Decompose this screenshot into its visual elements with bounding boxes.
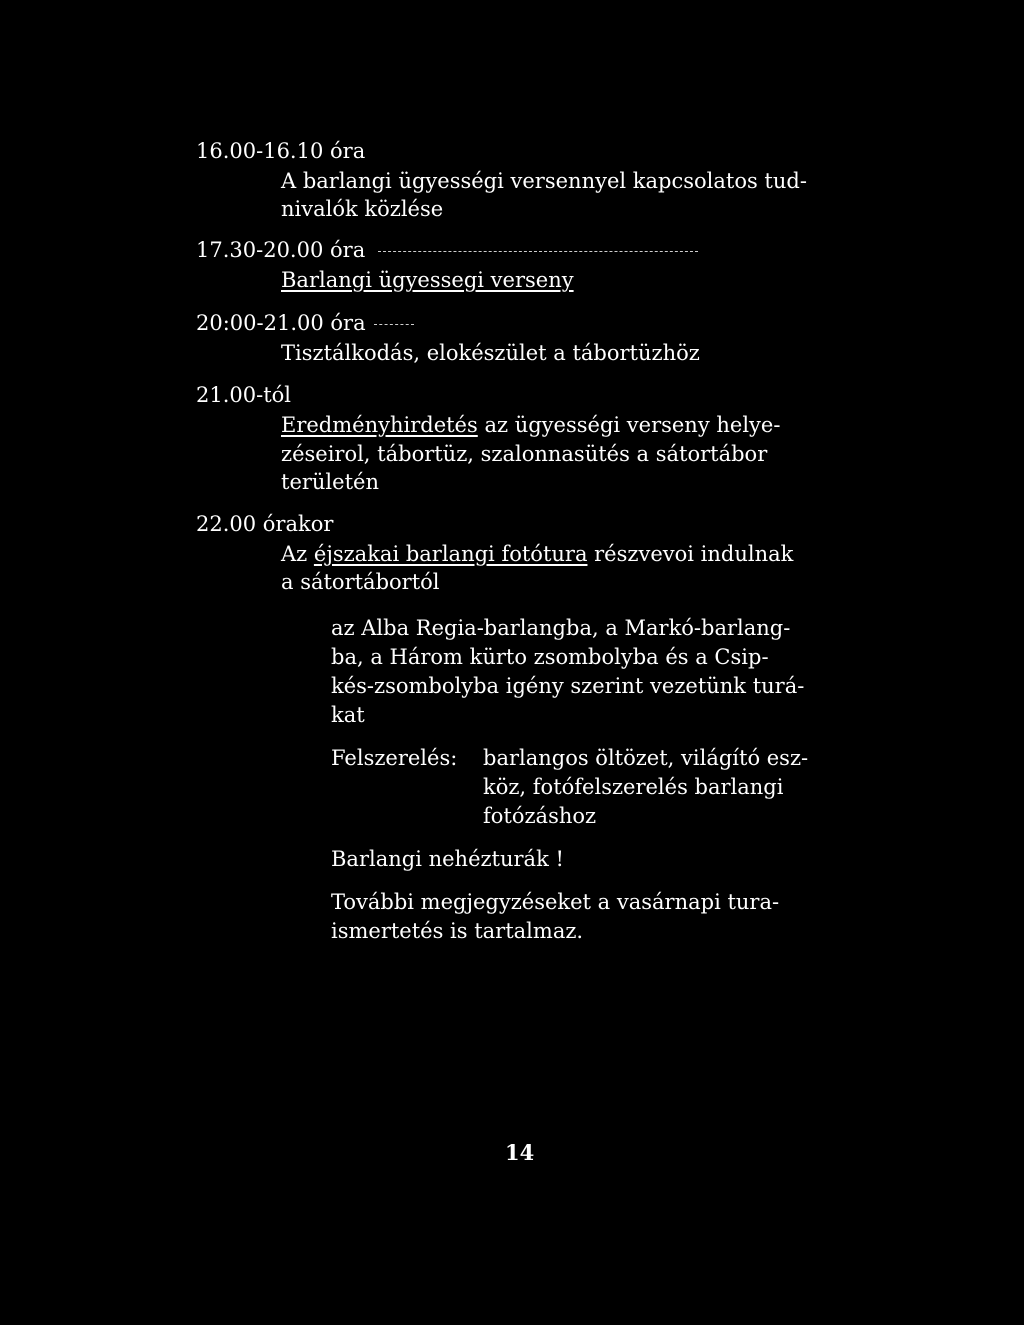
page-number: 14 [505,1140,535,1165]
scribble-line [374,324,414,325]
schedule-desc-5-line-1 [281,541,793,567]
schedule-desc-4-line-1-rest: az ügyességi verseny helye- [477,413,781,437]
hard-tours-warning: Barlangi nehézturák ! [331,847,564,871]
schedule-desc-2-line-1: Barlangi ügyessegi verseny [281,268,574,292]
schedule-time-3-text: 20:00-21.00 óra [196,311,366,335]
schedule-desc-4-line-1 [281,412,780,438]
schedule-time-1: 16.00-16.10 óra [196,139,366,163]
schedule-desc-1-line-1: A barlangi ügyességi versennyel kapcsolatos tud- [281,169,807,193]
schedule-time-2-text: 17.30-20.00 óra [196,238,366,262]
note-line-1: További megjegyzéseket a vasárnapi tura- [331,890,780,914]
schedule-desc-5-line-2: a sátortábortól [281,570,440,594]
note-line-2: ismertetés is tartalmaz. [331,919,584,943]
scribble-line [378,251,698,252]
caves-line-4: kat [331,703,365,727]
schedule-desc-4-line-3: területén [281,470,379,494]
caves-line-1: az Alba Regia-barlangba, a Markó-barlang- [331,616,791,640]
equipment-line-2: köz, fotófelszerelés barlangi [483,775,784,799]
schedule-time-2 [196,237,698,263]
schedule-desc-5-prefix: Az [281,542,314,566]
schedule-desc-4-line-2: zéseirol, tábortüz, szalonnasütés a sátortábor [281,442,768,466]
night-photo-tour: éjszakai barlangi fotótura [313,542,588,566]
schedule-time-5: 22.00 órakor [196,512,334,536]
equipment-line-3: fotózáshoz [483,804,597,828]
schedule-desc-1-line-2: nivalók közlése [281,197,444,221]
caves-line-2: ba, a Három kürto zsombolyba és a Csip- [331,645,769,669]
caves-line-3: kés-zsombolyba igény szerint vezetünk turá- [331,674,805,698]
equipment-line-1: barlangos öltözet, világító esz- [483,746,809,770]
schedule-time-4: 21.00-tól [196,383,292,407]
results-announcement: Eredményhirdetés [281,413,478,437]
schedule-desc-3-line-1: Tisztálkodás, elokészület a tábortüzhöz [281,341,700,365]
equipment-label: Felszerelés: [331,746,458,770]
schedule-time-3 [196,310,414,336]
schedule-desc-5-line-1-rest: részvevoi indulnak [587,542,794,566]
